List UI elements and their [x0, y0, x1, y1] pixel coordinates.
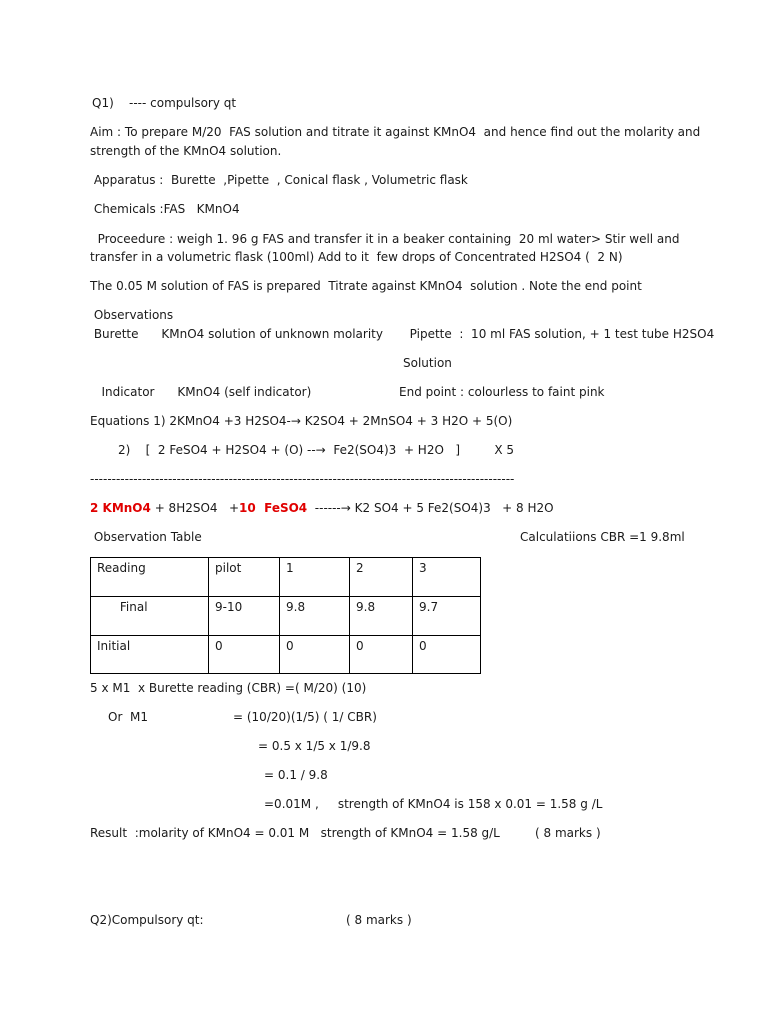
- result-line: Result :molarity of KMnO4 = 0.01 M strength of KMnO4 = 1.58 g/L: [90, 826, 500, 840]
- red-feso4: 10 FeSO4: [239, 501, 308, 515]
- table-cell: Reading: [91, 558, 209, 597]
- combined-equation: [90, 500, 554, 516]
- fas-prepared-line: The 0.05 M solution of FAS is prepared Titrate against KMnO4 solution . Note the end point: [90, 279, 642, 293]
- table-cell: 0: [350, 636, 413, 674]
- q1-heading: Q1) ---- compulsory qt: [92, 96, 237, 110]
- dashed-separator: --------------------------------------------------------------------------------------------------: [90, 472, 515, 486]
- red-kmno4: 2 KMnO4: [90, 501, 151, 515]
- table-cell: Initial: [91, 636, 209, 674]
- combined-mid: + 8H2SO4 +: [150, 501, 240, 515]
- calc-line-5: =0.01M , strength of KMnO4 is 158 x 0.01 = 1.58 g /L: [264, 797, 603, 811]
- equation-2: 2) [ 2 FeSO4 + H2SO4 + (O) --→ Fe2(SO4)3 + H2O ] X 5: [118, 443, 515, 457]
- calc-line-2-value: = (10/20)(1/5) ( 1/ CBR): [233, 710, 377, 724]
- table-cell: 0: [209, 636, 280, 674]
- table-cell: 0: [280, 636, 350, 674]
- burette-line: Burette KMnO4 solution of unknown molarity Pipette : 10 ml FAS solution, + 1 test tube H2SO4: [90, 327, 715, 341]
- table-cell: 1: [280, 558, 350, 597]
- table-row-header: [91, 558, 481, 597]
- q2-marks: ( 8 marks ): [346, 913, 412, 927]
- table-cell: pilot: [209, 558, 280, 597]
- chemicals-line: Chemicals :FAS KMnO4: [90, 202, 240, 216]
- result-marks: ( 8 marks ): [535, 826, 601, 840]
- calc-line-2-label: Or M1: [108, 710, 148, 724]
- table-cell: 9.8: [280, 597, 350, 636]
- calc-line-4: = 0.1 / 9.8: [264, 768, 328, 782]
- calc-line-3: = 0.5 x 1/5 x 1/9.8: [258, 739, 371, 753]
- q2-heading: Q2)Compulsory qt:: [90, 913, 204, 927]
- calc-line-1: 5 x M1 x Burette reading (CBR) =( M/20) (10): [90, 681, 367, 695]
- aim-line-2: strength of the KMnO4 solution.: [90, 144, 282, 158]
- observation-table: [90, 557, 481, 674]
- aim-line-1: Aim : To prepare M/20 FAS solution and titrate it against KMnO4 and hence find out the molarity and: [90, 125, 701, 139]
- table-cell: 9.8: [350, 597, 413, 636]
- procedure-line-1: Proceedure : weigh 1. 96 g FAS and transfer it in a beaker containing 20 ml water> Stir well and: [90, 232, 680, 246]
- table-cell: 3: [413, 558, 481, 597]
- table-row-final: [91, 597, 481, 636]
- observations-heading: Observations: [90, 308, 174, 322]
- table-cell: 9-10: [209, 597, 280, 636]
- table-cell: 9.7: [413, 597, 481, 636]
- observation-table-title: Observation Table: [90, 530, 202, 544]
- indicator-line: Indicator KMnO4 (self indicator) End point : colourless to faint pink: [90, 385, 605, 399]
- combined-rest: ------→ K2 SO4 + 5 Fe2(SO4)3 + 8 H2O: [307, 501, 554, 515]
- table-cell: 2: [350, 558, 413, 597]
- table-cell: Final: [91, 597, 209, 636]
- calculations-label: Calculatiions CBR =1 9.8ml: [520, 530, 685, 544]
- apparatus-line: Apparatus : Burette ,Pipette , Conical flask , Volumetric flask: [90, 173, 468, 187]
- equation-1: Equations 1) 2KMnO4 +3 H2SO4-→ K2SO4 + 2MnSO4 + 3 H2O + 5(O): [90, 414, 513, 428]
- procedure-line-2: transfer in a volumetric flask (100ml) Add to it few drops of Concentrated H2SO4 ( 2 N): [90, 250, 623, 264]
- table-cell: 0: [413, 636, 481, 674]
- solution-word: Solution: [403, 356, 452, 370]
- table-row-initial: [91, 636, 481, 674]
